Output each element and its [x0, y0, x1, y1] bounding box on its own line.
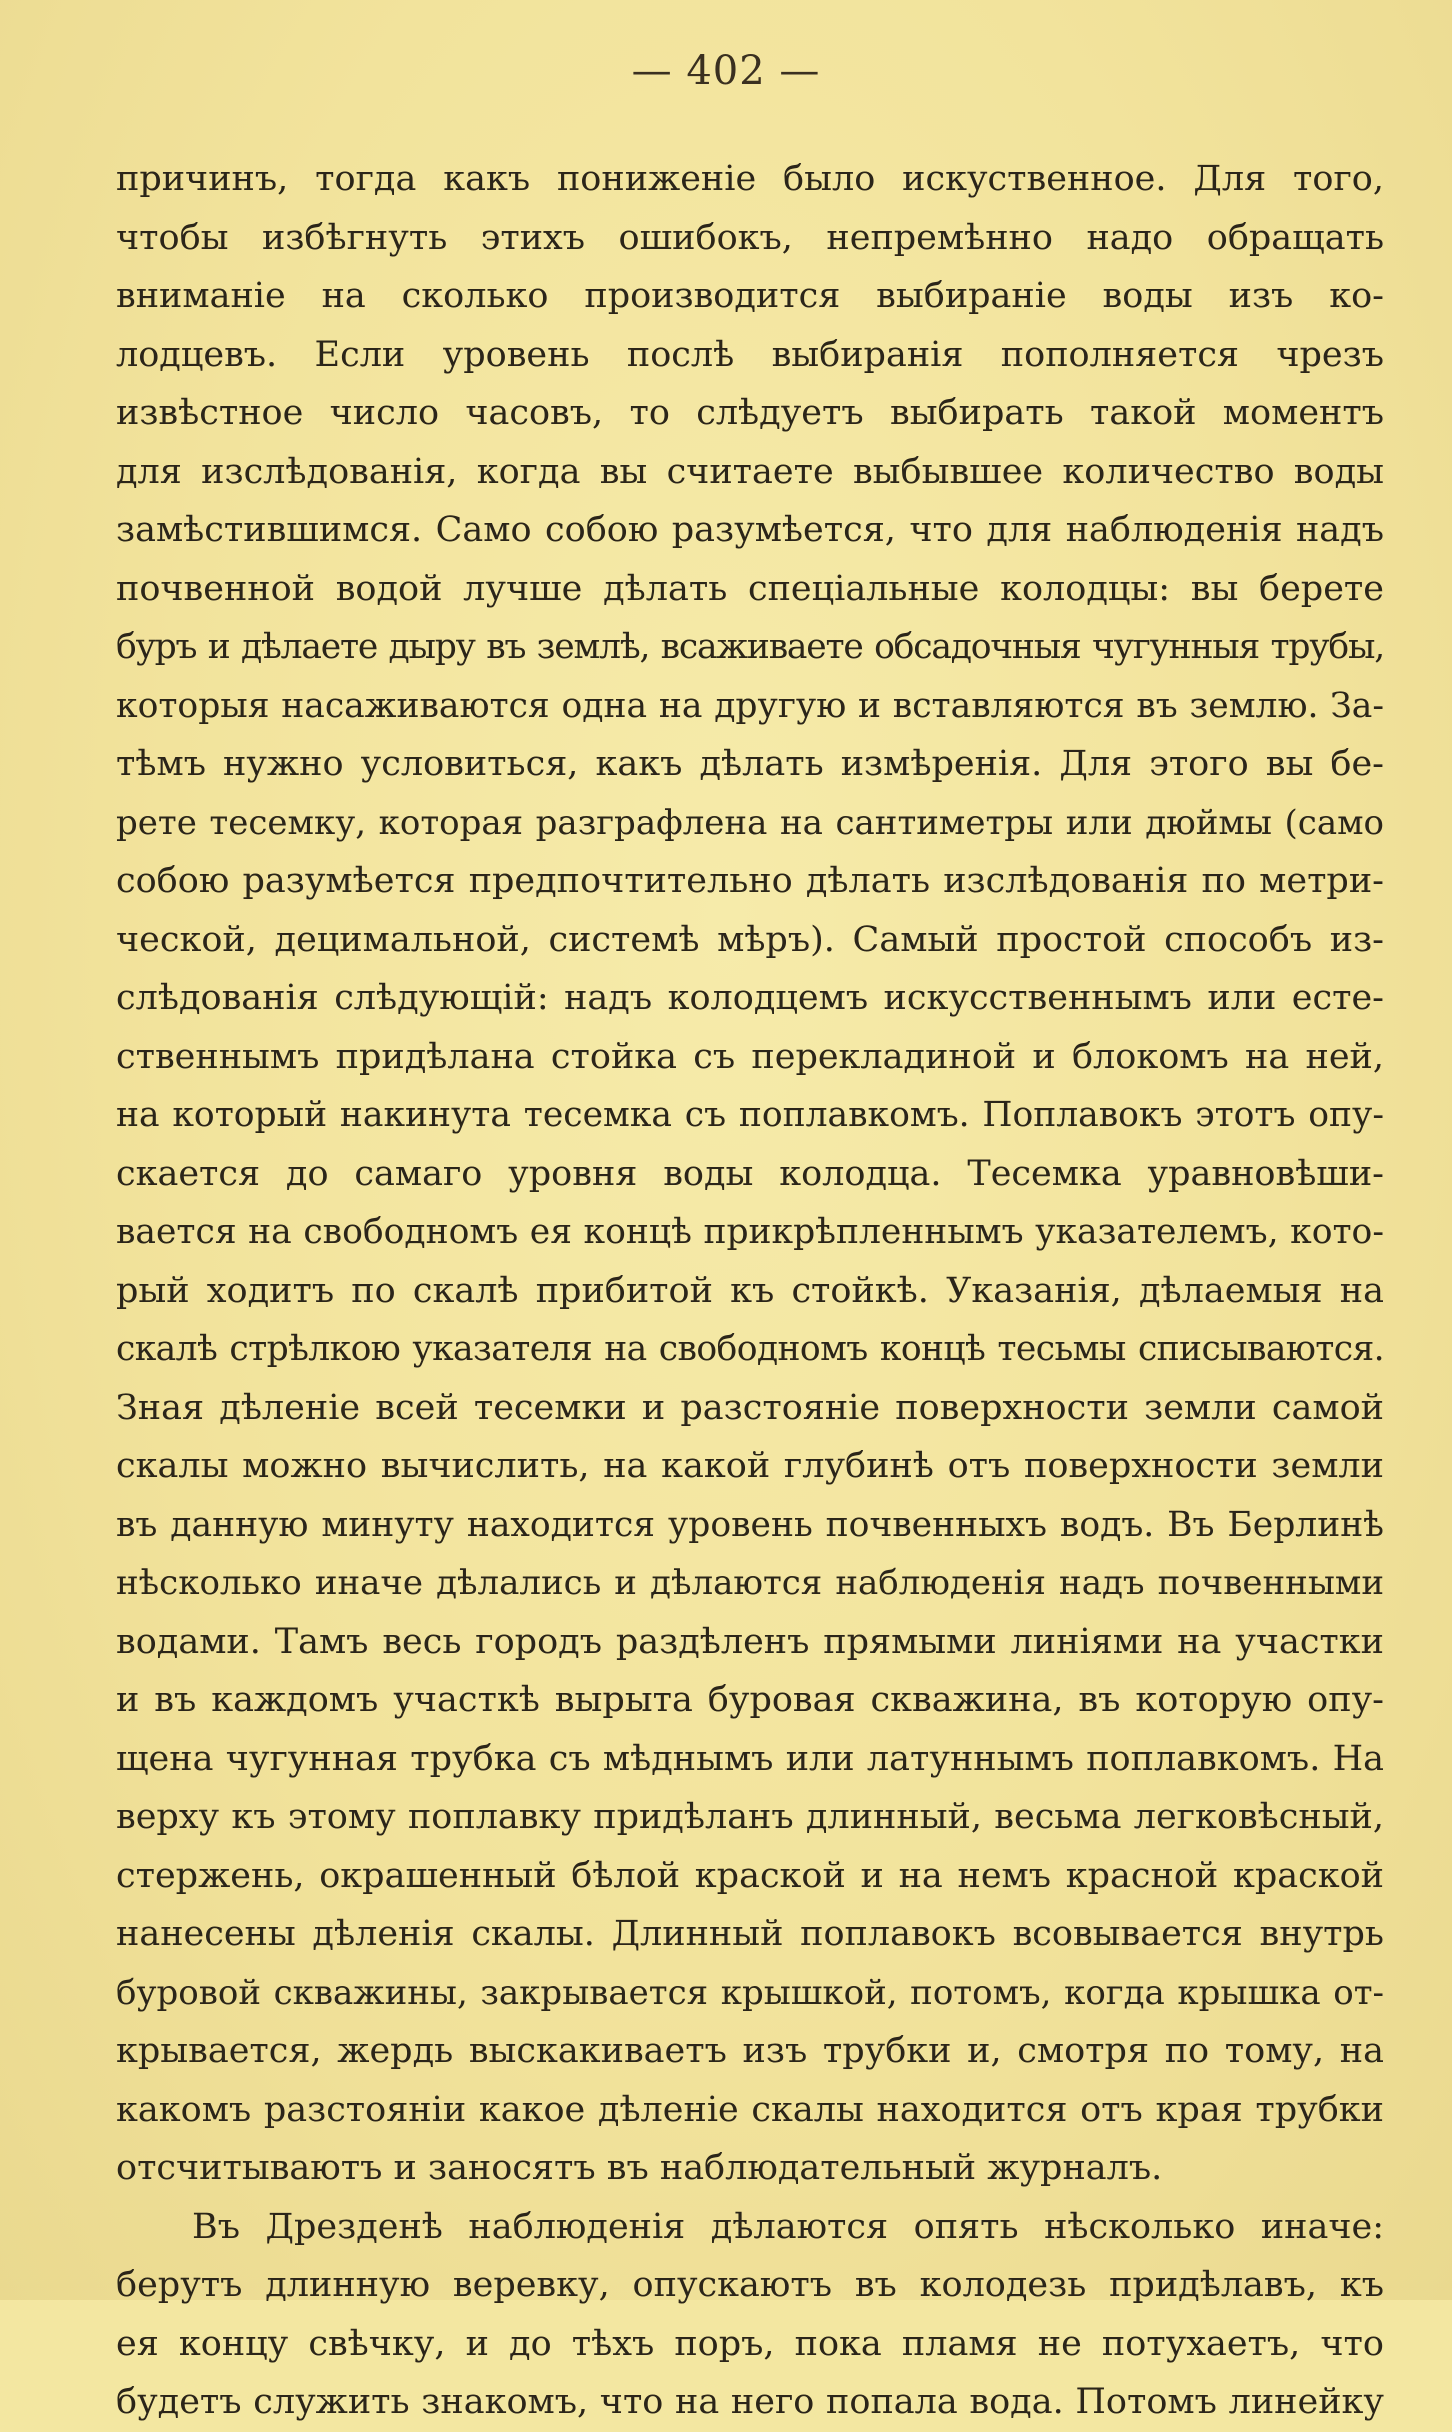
text-line: замѣстившимся. Само собою разумѣется, что для наблюденія надъ: [116, 510, 1384, 550]
text-line: собою разумѣется предпочтительно дѣлать изслѣдованія по метри-: [116, 861, 1384, 901]
text-line: берутъ длинную веревку, опускаютъ въ колодезь придѣлавъ, къ: [116, 2265, 1384, 2305]
text-line: Въ Дрезденѣ наблюденія дѣлаются опять нѣсколько иначе:: [192, 2206, 1384, 2247]
text-line: на который накинута тесемка съ поплавкомъ. Поплавокъ этотъ опу-: [116, 1095, 1384, 1135]
page-number: — 402 —: [631, 48, 821, 94]
text-line: будетъ служить знакомъ, что на него попала вода. Потомъ линейку: [116, 2382, 1384, 2422]
text-line: для изслѣдованія, когда вы считаете выбывшее количество воды: [116, 451, 1384, 492]
text-line: слѣдованія слѣдующій: надъ колодцемъ искусственнымъ или есте-: [116, 978, 1384, 1018]
text-line: нѣсколько иначе дѣлались и дѣлаются наблюденія надъ почвенными: [116, 1563, 1384, 1603]
text-line: крывается, жердь выскакиваетъ изъ трубки и, смотря по тому, на: [116, 2031, 1384, 2071]
text-line: и въ каждомъ участкѣ вырыта буровая скважина, въ которую опу-: [116, 1680, 1384, 1720]
text-line: ея концу свѣчку, и до тѣхъ поръ, пока пламя не потухаетъ, что: [116, 2323, 1384, 2364]
text-line: въ данную минуту находится уровень почвенныхъ водъ. Въ Берлинѣ: [116, 1504, 1384, 1545]
text-line: рый ходитъ по скалѣ прибитой къ стойкѣ. Указанія, дѣлаемыя на: [116, 1270, 1384, 1311]
text-line: верху къ этому поплавку придѣланъ длинный, весьма легковѣсный,: [116, 1797, 1384, 1837]
text-line: вается на свободномъ ея концѣ прикрѣпленнымъ указателемъ, кото-: [116, 1212, 1384, 1252]
text-line: рете тесемку, которая разграфлена на сантиметры или дюймы (само: [116, 802, 1384, 843]
text-line: отсчитываютъ и заносятъ въ наблюдательный журналъ.: [116, 2148, 1163, 2188]
text-line: чтобы избѣгнуть этихъ ошибокъ, непремѣнно надо обращать: [116, 217, 1384, 258]
text-line: которыя насаживаются одна на другую и вставляются въ землю. За-: [116, 685, 1384, 726]
text-line: тѣмъ нужно условиться, какъ дѣлать измѣренія. Для этого вы бе-: [116, 744, 1384, 784]
text-line: лодцевъ. Если уровень послѣ выбиранія пополняется чрезъ: [116, 334, 1384, 375]
text-line: причинъ, тогда какъ пониженіе было искуственное. Для того,: [116, 159, 1384, 199]
text-line: нанесены дѣленія скалы. Длинный поплавокъ всовывается внутрь: [116, 1914, 1384, 1954]
text-line: ственнымъ придѣлана стойка съ перекладиной и блокомъ на ней,: [116, 1036, 1384, 1077]
text-line: водами. Тамъ весь городъ раздѣленъ прямыми линіями на участки: [116, 1621, 1384, 1662]
text-line: ческой, децимальной, системѣ мѣръ). Самый простой способъ из-: [116, 919, 1384, 960]
text-line: буръ и дѣлаете дыру въ землѣ, всаживаете обсадочныя чугунныя трубы,: [116, 627, 1384, 667]
body-text: [116, 150, 1384, 2432]
text-line: извѣстное число часовъ, то слѣдуетъ выбирать такой моментъ: [116, 393, 1384, 433]
text-line: скается до самаго уровня воды колодца. Тесемка уравновѣши-: [116, 1153, 1384, 1194]
text-line: буровой скважины, закрывается крышкой, потомъ, когда крышка от-: [116, 1972, 1384, 2013]
text-line: почвенной водой лучше дѣлать спеціальные колодцы: вы берете: [116, 568, 1384, 609]
text-line: какомъ разстояніи какое дѣленіе скалы находится отъ края трубки: [116, 2089, 1384, 2130]
text-line: щена чугунная трубка съ мѣднымъ или латуннымъ поплавкомъ. На: [116, 1738, 1384, 1779]
text-line: вниманіе на сколько производится выбираніе воды изъ ко-: [116, 276, 1384, 316]
text-line: Зная дѣленіе всей тесемки и разстояніе поверхности земли самой: [116, 1387, 1384, 1428]
text-line: стержень, окрашенный бѣлой краской и на немъ красной краской: [116, 1855, 1384, 1896]
text-line: скалѣ стрѣлкою указателя на свободномъ концѣ тесьмы списываются.: [116, 1329, 1384, 1369]
text-line: скалы можно вычислить, на какой глубинѣ отъ поверхности земли: [116, 1446, 1384, 1486]
